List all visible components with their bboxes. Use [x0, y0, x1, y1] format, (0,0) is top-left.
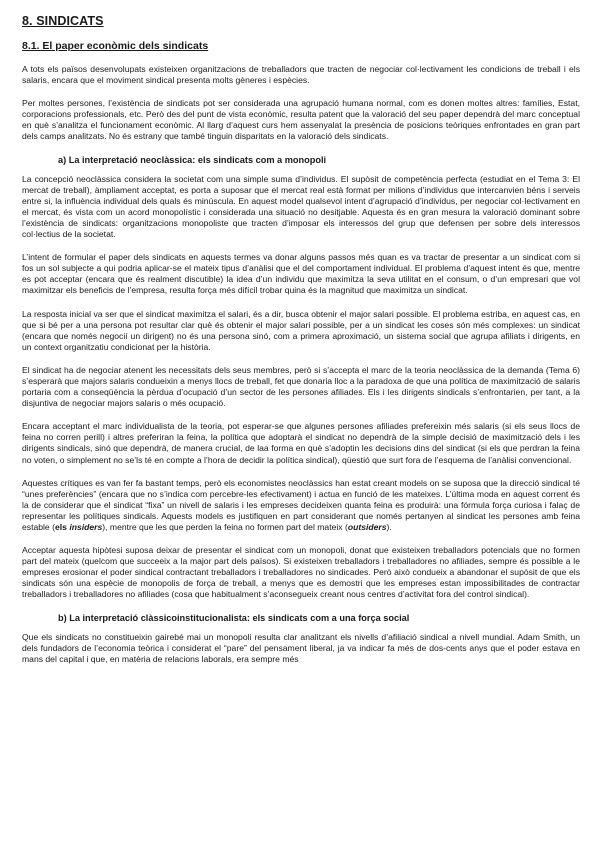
body-paragraph: Acceptar aquesta hipòtesi suposa deixar de presentar el sindicat com un monopoli, donat que existeixen treballadors potencials que no formen part del mateix (quelcom que succeeix a la major part dels països). Si existeixen treballadors i treballadores no afiliades, sempre és possible a le empreses erosionar el poder sindical contractant treballadors i treballadores no sindicades. Però això condueix a abandonar el supòsit de que els sindicats són una espècie de monopolis de força de treball, a menys que es demostri que les empreses estan impossibilitades de contractar treballadors i treballadores no afiliades (cosa que habitualment s’aconsegueix creant nous centres d’activitat fora del control sindical). — [22, 545, 580, 600]
body-paragraph: Encara acceptant el marc individualista de la teoria, pot esperar-se que algunes persones afiliades prefereixin més salaris (si els seus llocs de feina no corren perill) i altres preferiran la feina, la política que adoptarà el sindicat no dependrà de la simple decisió de maximització dels i les dirigents sindicals, sinó que dependrà, de manera crucial, de laa forma en què s’adoptin les decisions dins del sindicat (si els que perdran la feina no voten, o simplement no se’ls té en compte a l’hora de decidir la política sindical), qüestió que surt fora de l’esquema de l’anàlisi convencional. — [22, 421, 580, 465]
heading-neoclassical: a) La interpretació neoclàssica: els sindicats com a monopoli — [58, 154, 327, 165]
document-page — [22, 14, 580, 677]
insiders-text-after: ). — [386, 522, 392, 532]
insiders-term: insiders — [69, 522, 103, 532]
heading-institutionalist: b) La interpretació clàssicoinstitucionalista: els sindicats com a una força social — [58, 612, 410, 623]
insiders-text-before: Aquestes crítiques es van fer fa bastant temps, però els economistes neoclàssics han estat creant models on se suposa que la direcció sindical té “unes preferències” (encara que no s’indica com percebre-les efectivament) i actua en funció de les mateixes. L’última moda en aquest corrent és la de considerar que el sindicat “fixa” un nivell de salaris i les empreses decideixen quanta feina es produirà: una fórmula força curiosa i falaç de representar les polítiques sindicals. Aquests models es justifiquen en part considerant que només pertanyen al sindicat les persones amb feina estable ( — [22, 477, 580, 532]
body-paragraph: El sindicat ha de negociar atenent les necessitats dels seus membres, però si s’accepta el marc de la teoria neoclàssica de la demanda (Tema 6) s’esperarà que majors salaris condueixin a menys llocs de treball, fet que donaria lloc a la paradoxa de que una política de maximització de salaris portaria com a conseqüència la pèrdua d’ocupació d’un sector de les persones afiliades. Els i les dirigents sindicals s’enfrontarien, per tant, a la disjuntiva de negociar majors salaris o més ocupació. — [22, 364, 580, 409]
els-word: els — [54, 522, 70, 532]
section-title: 8. SINDICATS — [22, 14, 104, 28]
outsiders-term: outsiders — [347, 522, 387, 532]
body-paragraph: Que els sindicats no constitueixin gairebé mai un monopoli resulta clar analitzant els nivells d’afiliació sindical a nivell mundial. Adam Smith, un dels fundadors de l’economia teòrica i considerat el “pare” del pensament liberal, ja va indicar fa més de dos-cents anys que el poder estava en mans del capital i que, en matèria de relacions laborals, era sempre més — [22, 631, 580, 664]
subsection-title: 8.1. El paper econòmic dels sindicats — [22, 40, 209, 52]
body-paragraph: La resposta inicial va ser que el sindicat maximitza el salari, és a dir, busca obtenir el major salari possible. El problema estriba, en aquest cas, en que si bé per a una persona pot resultar clar què és obtenir el major salari possible, per a un sindicat les coses són més complexes: un sindicat (encara que només negocií un dirigent) no és una persona sinó, com a primera aproximació, un sistema social que agrupa afiliats i dirigents, en un context organitzatiu condicionat per la història. — [22, 308, 580, 352]
body-paragraph: L’intent de formular el paper dels sindicats en aquests termes va donar alguns passos més quan es va tractar de presentar a un sindicat com si fos un sol subjecte a qui podria aplicar-se el mateix tipus d’anàlisi que el del comportament individual. El problema d’aquest intent és que, mentre es pot acceptar (encara que és realment discutible) la idea d’un individu que maximitza la seva utilitat en el consum, o d’un empresari que vol maximitzar els beneficis de l’empresa, resulta força més difícil trobar quina és la magnitud que maximitza un sindicat. — [22, 252, 580, 296]
insiders-paragraph — [22, 478, 580, 533]
intro-paragraph: A tots els països desenvolupats existeixen organitzacions de treballadors que tracten de negociar col·lectivament les condicions de treball i els salaris, encara que el moviment sindical presenta molts gèneres i espècies. — [22, 64, 580, 86]
insiders-text-middle: ), mentre que les que perden la feina no formen part del mateix ( — [102, 522, 348, 532]
intro-paragraph: Per moltes persones, l’existència de sindicats pot ser considerada una agrupació humana normal, com es donen moltes altres: famílies, Estat, corporacions professionals, etc. Però des del punt de vista econòmic, resulta patent que la valoració del seu paper dependrà del marc conceptual en què s’analitza el funcionament econòmic. Al llarg d’aquest curs hem assenyalat la presència de posicions teòriques enfrontades en gran part dels camps analitzats. No és estrany que també tinguin disparitats en la valoració dels sindicats. — [22, 98, 580, 142]
body-paragraph: La concepció neoclàssica considera la societat com una simple suma d’individus. El supòsit de competència perfecta (estudiat en el Tema 3: El mercat de treball), àmpliament acceptat, es porta a suposar que el mercat real està format per milions d’individus que intercanvien béns i serveis entre si, la influència individual dels quals és minúscula. En aquest model qualsevol intent d’agrupació d’individus, per negociar col·lectivament en el mercat, és vista com un acord monopolístic i considerada una situació no desitjable. Aquesta és en gran mesura la valoració dominant sobre l’existència de sindicats: organitzacions monopoliste que tracten d’imposar els interessos del grup que defensen per sobre dels interessos col·lectius de la societat. — [22, 173, 580, 240]
